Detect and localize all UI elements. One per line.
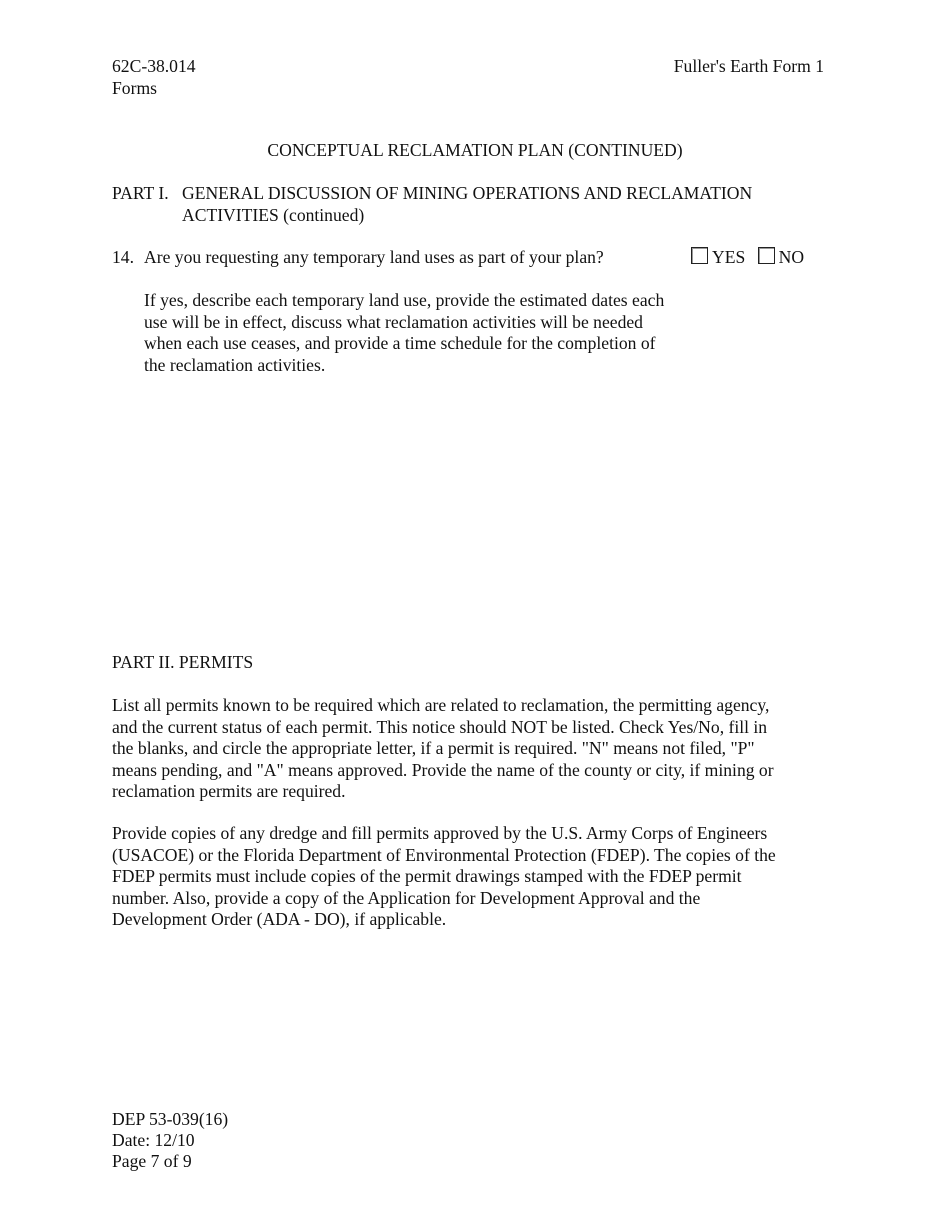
paragraph-line: Development Order (ADA - DO), if applicable.	[112, 909, 447, 929]
part1-heading	[182, 183, 832, 226]
no-label: NO	[778, 247, 805, 267]
description-line: the reclamation activities.	[144, 354, 326, 375]
yes-checkbox[interactable]	[691, 247, 708, 264]
yes-no-choices	[691, 247, 812, 269]
part2-heading: PART II. PERMITS	[112, 652, 254, 672]
page-header-left	[112, 56, 196, 99]
paragraph-line: the blanks, and circle the appropriate letter, if a permit is required. "N" means not filed, "P"	[112, 738, 755, 758]
form-date: Date: 12/10	[112, 1130, 195, 1150]
description-line: when each use ceases, and provide a time schedule for the completion of	[144, 333, 656, 353]
part1-heading-line: GENERAL DISCUSSION OF MINING OPERATIONS AND RECLAMATION	[182, 183, 753, 203]
no-checkbox[interactable]	[758, 247, 775, 264]
page-number: Page 7 of 9	[112, 1151, 192, 1171]
question-14	[112, 247, 832, 271]
permit-copies-paragraph	[112, 823, 824, 931]
form-name: Fuller's Earth Form 1	[673, 56, 824, 76]
no-option[interactable]	[758, 247, 804, 269]
question-14-description	[144, 290, 714, 376]
permits-instructions-paragraph	[112, 695, 824, 803]
paragraph-line: reclamation permits are required.	[112, 781, 346, 801]
rule-number: 62C-38.014	[112, 56, 196, 76]
paragraph-line: FDEP permits must include copies of the permit drawings stamped with the FDEP permit	[112, 866, 742, 886]
part1-label: PART I.	[112, 183, 169, 203]
paragraph-line: (USACOE) or the Florida Department of Environmental Protection (FDEP). The copies of the	[112, 844, 776, 865]
question-text: Are you requesting any temporary land uses as part of your plan?	[144, 247, 604, 267]
page-footer	[112, 1109, 228, 1172]
paragraph-line: List all permits known to be required which are related to reclamation, the permitting agency,	[112, 695, 770, 715]
document-title: CONCEPTUAL RECLAMATION PLAN (CONTINUED)	[267, 140, 683, 160]
description-line: use will be in effect, discuss what reclamation activities will be needed	[144, 311, 643, 332]
yes-option[interactable]	[691, 247, 745, 269]
yes-label: YES	[712, 247, 746, 267]
paragraph-line: means pending, and "A" means approved. Provide the name of the county or city, if mining or	[112, 759, 774, 780]
part1-heading-line: ACTIVITIES (continued)	[182, 204, 365, 225]
paragraph-line: and the current status of each permit. This notice should NOT be listed. Check Yes/No, fill in	[112, 716, 768, 737]
paragraph-line: number. Also, provide a copy of the Application for Development Approval and the	[112, 887, 701, 908]
rule-sub: Forms	[112, 77, 157, 98]
question-number: 14.	[112, 247, 134, 267]
form-id: DEP 53-039(16)	[112, 1109, 229, 1129]
description-line: If yes, describe each temporary land use, provide the estimated dates each	[144, 290, 665, 310]
paragraph-line: Provide copies of any dredge and fill permits approved by the U.S. Army Corps of Engineers	[112, 823, 768, 843]
